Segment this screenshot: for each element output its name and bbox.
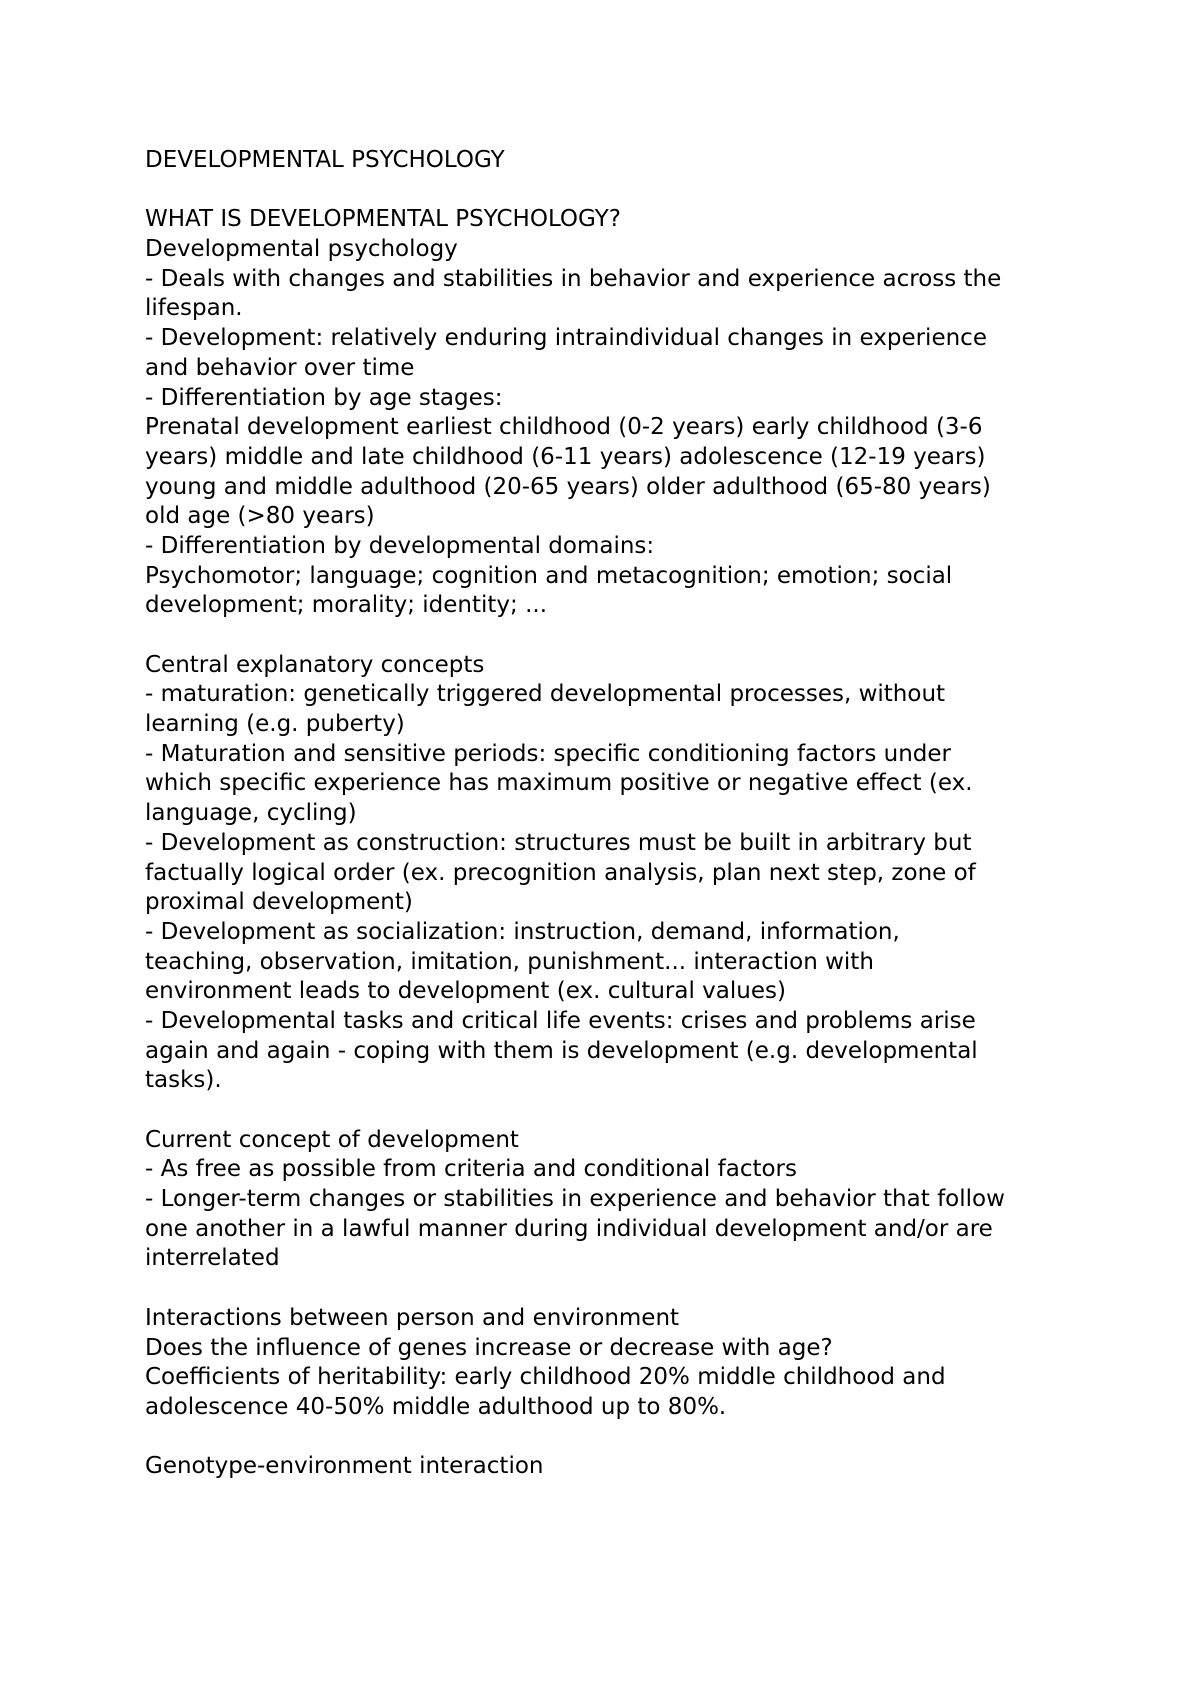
section-heading: Genotype-environment interaction [145, 1453, 544, 1480]
text-line: - Deals with changes and stabilities in behavior and experience across the [145, 265, 1002, 292]
text-line: years) middle and late childhood (6-11 years) adolescence (12-19 years) [145, 443, 986, 470]
section-heading: Interactions between person and environment [145, 1304, 680, 1331]
text-line: Does the influence of genes increase or decrease with age? [145, 1334, 833, 1361]
text-line: Psychomotor; language; cognition and metacognition; emotion; social [145, 562, 953, 589]
section-heading: Current concept of development [145, 1126, 519, 1153]
text-line: one another in a lawful manner during individual development and/or are [145, 1215, 993, 1242]
section-current-concept [145, 1126, 1075, 1274]
text-line: interrelated [145, 1245, 280, 1272]
text-line: - Developmental tasks and critical life events: crises and problems arise [145, 1007, 976, 1034]
section-heading: Central explanatory concepts [145, 651, 485, 678]
paragraph-gap [145, 1423, 1075, 1453]
text-line: and behavior over time [145, 354, 415, 381]
document-title: DEVELOPMENTAL PSYCHOLOGY [145, 147, 505, 173]
text-line: - Maturation and sensitive periods: specific conditioning factors under [145, 740, 951, 767]
section-heading: WHAT IS DEVELOPMENTAL PSYCHOLOGY? [145, 206, 621, 233]
text-line: young and middle adulthood (20-65 years) older adulthood (65-80 years) [145, 473, 991, 500]
text-line: lifespan. [145, 295, 243, 322]
text-line: - Differentiation by developmental domains: [145, 532, 655, 559]
text-line: - Development as construction: structures must be built in arbitrary but [145, 829, 972, 856]
document-body [145, 146, 1075, 1482]
text-line: which specific experience has maximum positive or negative effect (ex. [145, 770, 973, 797]
text-line: tasks). [145, 1067, 222, 1094]
text-line: - maturation: genetically triggered developmental processes, without [145, 681, 946, 708]
section-interactions [145, 1304, 1075, 1423]
paragraph-gap [145, 621, 1075, 651]
paragraph-gap [145, 1096, 1075, 1126]
text-line: again and again - coping with them is development (e.g. developmental [145, 1037, 978, 1064]
text-line: - Longer-term changes or stabilities in experience and behavior that follow [145, 1186, 1005, 1213]
subheading: Developmental psychology [145, 236, 458, 263]
text-line: - Differentiation by age stages: [145, 384, 503, 411]
section-genotype [145, 1452, 1075, 1482]
text-line: - As free as possible from criteria and conditional factors [145, 1156, 797, 1183]
text-line: proximal development) [145, 889, 413, 916]
text-line: Coefficients of heritability: early childhood 20% middle childhood and [145, 1364, 946, 1391]
text-line: environment leads to development (ex. cultural values) [145, 978, 786, 1005]
paragraph-gap [145, 176, 1075, 206]
text-line: Prenatal development earliest childhood (0-2 years) early childhood (3-6 [145, 414, 983, 441]
text-line: - Development as socialization: instruction, demand, information, [145, 918, 900, 945]
text-line: learning (e.g. puberty) [145, 711, 405, 738]
text-line: old age (>80 years) [145, 503, 375, 530]
section-what-is [145, 205, 1075, 621]
section-central-concepts [145, 651, 1075, 1096]
text-line: development; morality; identity; ... [145, 592, 548, 619]
text-line: adolescence 40-50% middle adulthood up to 80%. [145, 1393, 727, 1420]
text-line: factually logical order (ex. precognition analysis, plan next step, zone of [145, 859, 976, 886]
text-line: language, cycling) [145, 800, 357, 827]
text-line: - Development: relatively enduring intraindividual changes in experience [145, 325, 987, 352]
paragraph-gap [145, 1274, 1075, 1304]
text-line: teaching, observation, imitation, punishment... interaction with [145, 948, 874, 975]
